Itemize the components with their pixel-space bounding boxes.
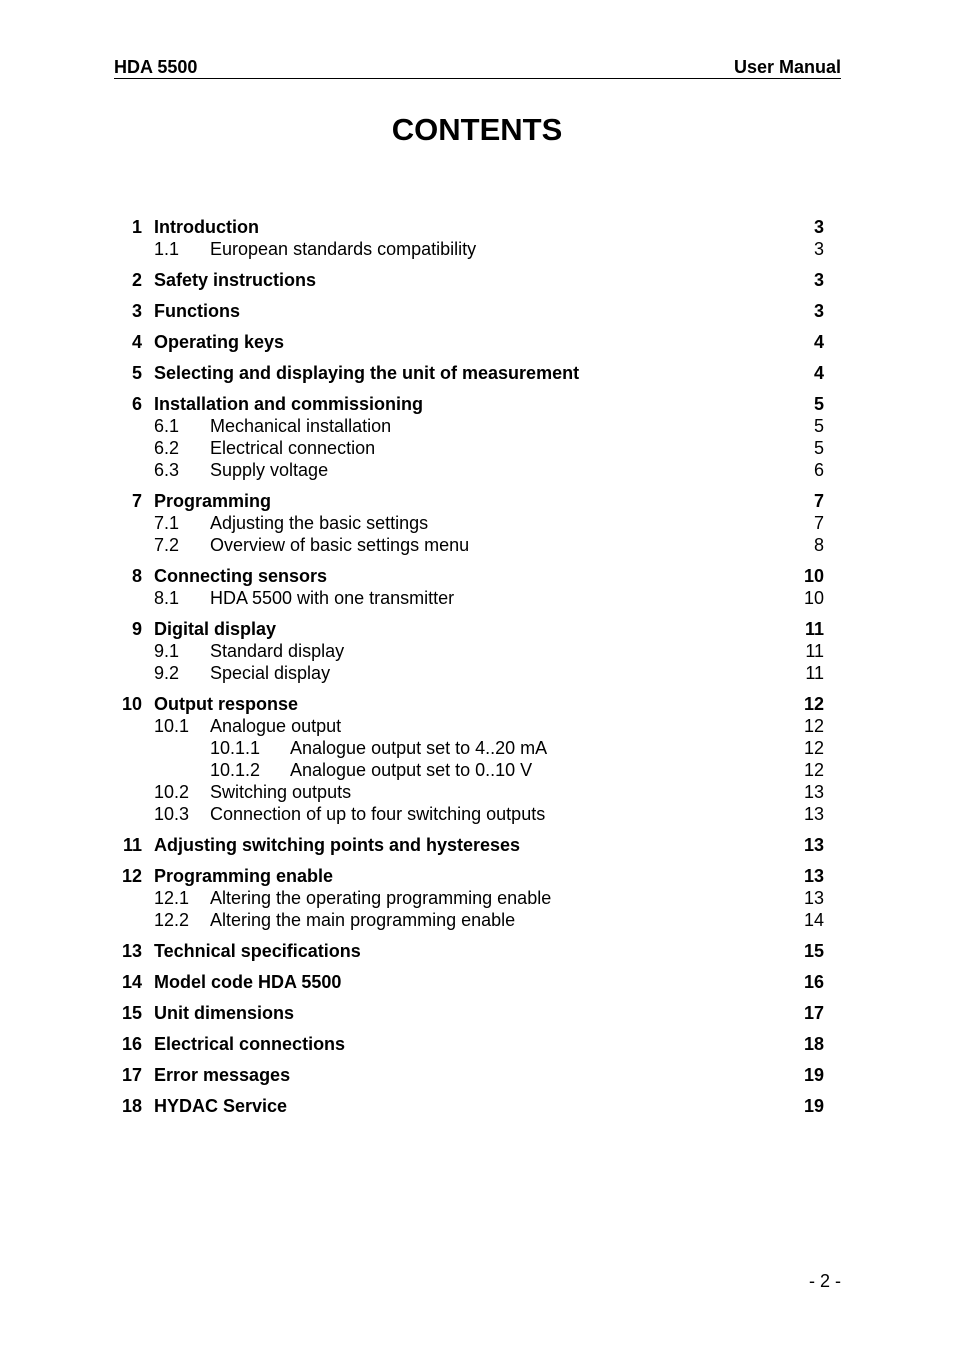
toc-entry-number: 12	[121, 866, 142, 886]
toc-entry-number: 8	[131, 566, 142, 586]
toc-entry-page: 5	[813, 394, 824, 414]
toc-entry-title: Unit dimensions	[154, 1003, 295, 1023]
toc-chapter-group	[0, 393, 954, 481]
toc-chapter-entry[interactable]	[0, 618, 954, 640]
toc-chapter-group	[0, 834, 954, 856]
toc-chapter-entry[interactable]	[0, 331, 954, 353]
toc-entry-title: Analogue output set to 0..10 V	[290, 760, 533, 780]
header-document-type: User Manual	[733, 57, 841, 77]
toc-entry-number: 15	[121, 1003, 142, 1023]
toc-entry-page: 3	[813, 301, 824, 321]
toc-entry-title: Error messages	[154, 1065, 291, 1085]
toc-entry-page: 12	[803, 716, 824, 736]
toc-entry-page: 14	[803, 910, 824, 930]
toc-chapter-entry[interactable]	[0, 490, 954, 512]
toc-entry-title: Electrical connection	[210, 438, 376, 458]
toc-chapter-entry[interactable]	[0, 1064, 954, 1086]
toc-entry-page: 13	[803, 782, 824, 802]
toc-chapter-group	[0, 693, 954, 825]
header-product-name: HDA 5500	[114, 57, 198, 77]
toc-entry-page: 13	[803, 866, 824, 886]
toc-entry-page: 6	[813, 460, 824, 480]
toc-entry-number: 7.2	[154, 535, 180, 555]
page-number: - 2 -	[808, 1271, 841, 1291]
toc-entry-number: 8.1	[154, 588, 180, 608]
toc-entry-title: Connection of up to four switching outputs	[210, 804, 546, 824]
toc-chapter-group	[0, 618, 954, 684]
toc-entry-number: 13	[121, 941, 142, 961]
toc-entry-page: 4	[813, 332, 824, 352]
toc-entry-title: Connecting sensors	[154, 566, 328, 586]
toc-entry-page: 13	[803, 888, 824, 908]
toc-chapter-group	[0, 216, 954, 260]
toc-entry-page: 18	[803, 1034, 824, 1054]
toc-section-entry[interactable]	[0, 238, 954, 260]
toc-entry-number: 18	[121, 1096, 142, 1116]
toc-chapter-group	[0, 1064, 954, 1086]
toc-entry-page: 3	[813, 270, 824, 290]
toc-chapter-entry[interactable]	[0, 865, 954, 887]
toc-chapter-entry[interactable]	[0, 1033, 954, 1055]
toc-entry-page: 7	[813, 491, 824, 511]
toc-entry-title: HYDAC Service	[154, 1096, 288, 1116]
toc-entry-number: 17	[121, 1065, 142, 1085]
toc-chapter-group	[0, 362, 954, 384]
toc-chapter-entry[interactable]	[0, 1002, 954, 1024]
toc-section-entry[interactable]	[0, 437, 954, 459]
toc-entry-number: 7	[131, 491, 142, 511]
toc-chapter-entry[interactable]	[0, 693, 954, 715]
toc-entry-title: Mechanical installation	[210, 416, 392, 436]
toc-entry-page: 3	[813, 239, 824, 259]
toc-entry-title: Analogue output set to 4..20 mA	[290, 738, 548, 758]
toc-entry-number: 12.1	[154, 888, 190, 908]
toc-entry-title: Standard display	[210, 641, 345, 661]
table-of-contents	[0, 216, 954, 1126]
toc-section-entry[interactable]	[0, 887, 954, 909]
toc-entry-page: 17	[803, 1003, 824, 1023]
toc-entry-title: Operating keys	[154, 332, 285, 352]
toc-chapter-entry[interactable]	[0, 834, 954, 856]
toc-entry-number: 6.1	[154, 416, 180, 436]
toc-entry-title: Special display	[210, 663, 331, 683]
toc-entry-number: 10.1.2	[210, 760, 261, 780]
toc-chapter-group	[0, 865, 954, 931]
toc-entry-title: Adjusting switching points and hystereses	[154, 835, 521, 855]
toc-entry-number: 6	[131, 394, 142, 414]
toc-entry-title: Model code HDA 5500	[154, 972, 342, 992]
toc-chapter-group	[0, 300, 954, 322]
toc-entry-title: Functions	[154, 301, 240, 321]
toc-entry-page: 19	[803, 1065, 824, 1085]
toc-chapter-entry[interactable]	[0, 565, 954, 587]
toc-entry-number: 1	[131, 217, 142, 237]
toc-section-entry[interactable]	[0, 534, 954, 556]
toc-entry-page: 8	[813, 535, 824, 555]
toc-entry-number: 10.3	[154, 804, 190, 824]
page-header	[114, 56, 841, 79]
toc-entry-page: 10	[803, 566, 824, 586]
toc-section-entry[interactable]	[0, 415, 954, 437]
toc-entry-page: 3	[813, 217, 824, 237]
toc-entry-number: 6.3	[154, 460, 180, 480]
toc-entry-number: 11	[122, 835, 142, 855]
toc-entry-page: 5	[813, 416, 824, 436]
toc-section-entry[interactable]	[0, 459, 954, 481]
toc-entry-page: 11	[804, 619, 824, 639]
toc-entry-number: 10.1.1	[210, 738, 261, 758]
toc-entry-page: 13	[803, 835, 824, 855]
toc-entry-title: Programming enable	[154, 866, 334, 886]
toc-entry-title: Supply voltage	[210, 460, 329, 480]
toc-entry-number: 14	[121, 972, 142, 992]
toc-entry-page: 11	[805, 641, 824, 661]
toc-entry-title: Output response	[154, 694, 299, 714]
toc-entry-title: Safety instructions	[154, 270, 317, 290]
toc-entry-number: 9	[131, 619, 142, 639]
toc-entry-page: 10	[803, 588, 824, 608]
toc-entry-title: Electrical connections	[154, 1034, 346, 1054]
toc-entry-page: 16	[803, 972, 824, 992]
toc-entry-number: 16	[121, 1034, 142, 1054]
toc-entry-title: Altering the operating programming enable	[210, 888, 552, 908]
toc-entry-number: 9.1	[154, 641, 180, 661]
toc-entry-title: Adjusting the basic settings	[210, 513, 429, 533]
toc-chapter-group	[0, 1095, 954, 1117]
toc-chapter-entry[interactable]	[0, 216, 954, 238]
toc-entry-page: 15	[803, 941, 824, 961]
toc-chapter-group	[0, 565, 954, 609]
toc-entry-title: HDA 5500 with one transmitter	[210, 588, 455, 608]
toc-entry-number: 9.2	[154, 663, 180, 683]
toc-entry-page: 12	[803, 694, 824, 714]
toc-entry-number: 6.2	[154, 438, 180, 458]
toc-entry-title: Digital display	[154, 619, 277, 639]
toc-chapter-group	[0, 269, 954, 291]
toc-subsection-entry[interactable]	[0, 759, 954, 781]
toc-chapter-entry[interactable]	[0, 300, 954, 322]
toc-chapter-entry[interactable]	[0, 362, 954, 384]
toc-entry-page: 13	[803, 804, 824, 824]
toc-entry-page: 19	[803, 1096, 824, 1116]
toc-entry-title: Switching outputs	[210, 782, 352, 802]
toc-entry-number: 3	[131, 301, 142, 321]
toc-chapter-group	[0, 490, 954, 556]
toc-chapter-entry[interactable]	[0, 971, 954, 993]
toc-entry-title: Technical specifications	[154, 941, 361, 961]
toc-chapter-group	[0, 1002, 954, 1024]
toc-entry-number: 12.2	[154, 910, 190, 930]
toc-entry-title: Introduction	[154, 217, 259, 237]
toc-entry-title: Overview of basic settings menu	[210, 535, 470, 555]
toc-section-entry[interactable]	[0, 909, 954, 931]
toc-entry-page: 4	[813, 363, 824, 383]
toc-entry-page: 7	[813, 513, 824, 533]
toc-entry-number: 4	[131, 332, 142, 352]
toc-entry-title: Altering the main programming enable	[210, 910, 516, 930]
toc-entry-title: Analogue output	[210, 716, 342, 736]
page-title: CONTENTS	[391, 112, 563, 147]
toc-chapter-group	[0, 331, 954, 353]
toc-chapter-entry[interactable]	[0, 1095, 954, 1117]
toc-section-entry[interactable]	[0, 781, 954, 803]
toc-section-entry[interactable]	[0, 803, 954, 825]
toc-section-entry[interactable]	[0, 640, 954, 662]
toc-entry-page: 12	[803, 760, 824, 780]
toc-entry-title: Installation and commissioning	[154, 394, 424, 414]
toc-entry-number: 7.1	[154, 513, 180, 533]
toc-chapter-group	[0, 971, 954, 993]
toc-entry-number: 10.1	[154, 716, 190, 736]
toc-section-entry[interactable]	[0, 715, 954, 737]
toc-section-entry[interactable]	[0, 512, 954, 534]
toc-entry-number: 5	[131, 363, 142, 383]
toc-entry-title: Selecting and displaying the unit of measurement	[154, 363, 580, 383]
toc-section-entry[interactable]	[0, 587, 954, 609]
toc-entry-number: 10.2	[154, 782, 190, 802]
toc-chapter-group	[0, 1033, 954, 1055]
toc-entry-title: European standards compatibility	[210, 239, 477, 259]
toc-entry-page: 5	[813, 438, 824, 458]
toc-subsection-entry[interactable]	[0, 737, 954, 759]
toc-chapter-entry[interactable]	[0, 269, 954, 291]
toc-entry-number: 10	[121, 694, 142, 714]
toc-entry-number: 2	[131, 270, 142, 290]
toc-entry-page: 11	[805, 663, 824, 683]
toc-entry-title: Programming	[154, 491, 272, 511]
toc-entry-number: 1.1	[154, 239, 180, 259]
toc-chapter-entry[interactable]	[0, 940, 954, 962]
toc-entry-page: 12	[803, 738, 824, 758]
toc-section-entry[interactable]	[0, 662, 954, 684]
toc-chapter-group	[0, 940, 954, 962]
toc-chapter-entry[interactable]	[0, 393, 954, 415]
